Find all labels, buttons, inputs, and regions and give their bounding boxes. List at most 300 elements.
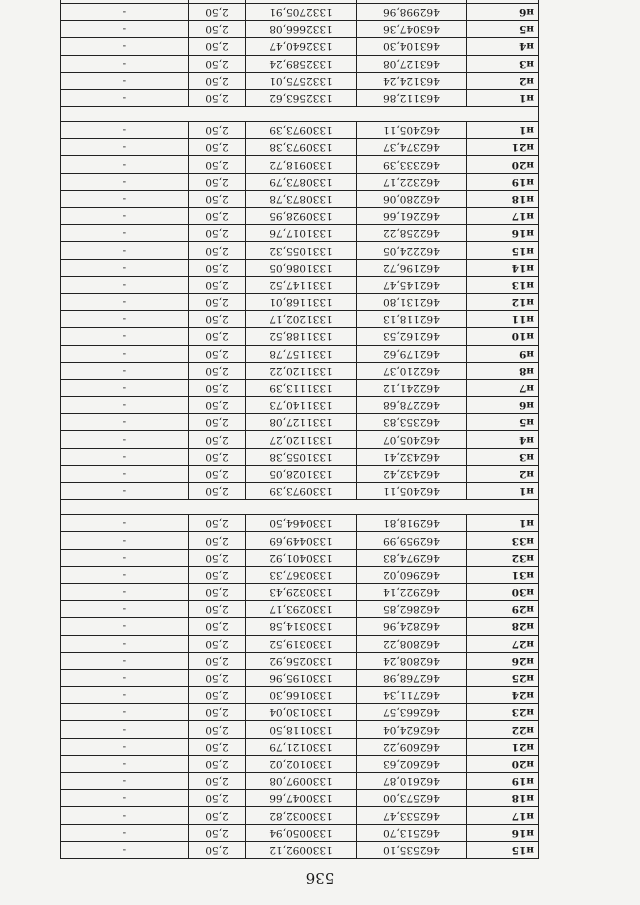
note-value: - — [61, 841, 189, 858]
accuracy-value: 2,50 — [188, 294, 246, 311]
table-row — [61, 601, 539, 618]
table-row — [61, 704, 539, 721]
point-name: н19 — [467, 773, 539, 790]
coord-x: 462959,99 — [356, 532, 466, 549]
note-value: - — [61, 549, 189, 566]
coord-x: 462768,98 — [356, 669, 466, 686]
coord-x: 463047,36 — [356, 21, 466, 38]
note-value: - — [61, 294, 189, 311]
coord-y: 1331113,39 — [246, 379, 356, 396]
coord-x: 462432,41 — [356, 448, 466, 465]
point-name: н17 — [467, 208, 539, 225]
coord-x: 462573,00 — [356, 790, 466, 807]
point-name: н28 — [467, 618, 539, 635]
coord-x: 462535,10 — [356, 841, 466, 858]
accuracy-value: 2,50 — [188, 483, 246, 500]
accuracy-value: 2,50 — [188, 824, 246, 841]
coord-y: 1330092,12 — [246, 841, 356, 858]
coord-y: 1331055,38 — [246, 448, 356, 465]
coord-x: 462432,42 — [356, 465, 466, 482]
coord-y: 1330973,39 — [246, 483, 356, 500]
coord-x: 462609,22 — [356, 738, 466, 755]
point-name: н17 — [467, 807, 539, 824]
point-name: н18 — [467, 190, 539, 207]
table-row — [61, 790, 539, 807]
table-row — [61, 156, 539, 173]
point-name: н1 — [467, 89, 539, 106]
note-value: - — [61, 362, 189, 379]
note-value: - — [61, 414, 189, 431]
coord-x: 462374,37 — [356, 139, 466, 156]
coord-x: 462405,11 — [356, 122, 466, 139]
accuracy-value: 2,50 — [188, 635, 246, 652]
point-name: н1 — [467, 515, 539, 532]
coord-x: 462196,72 — [356, 259, 466, 276]
accuracy-value: 2,50 — [188, 687, 246, 704]
note-value: - — [61, 807, 189, 824]
note-value: - — [61, 448, 189, 465]
coord-y — [246, 0, 356, 4]
point-name: н20 — [467, 156, 539, 173]
coordinates-table-body — [61, 0, 539, 859]
point-name: н3 — [467, 55, 539, 72]
note-value: - — [61, 738, 189, 755]
table-row — [61, 465, 539, 482]
point-name: н2 — [467, 72, 539, 89]
coord-x: 462624,04 — [356, 721, 466, 738]
coord-x: 462808,22 — [356, 635, 466, 652]
point-name: н15 — [467, 841, 539, 858]
point-name: н30 — [467, 584, 539, 601]
coord-x: 462960,02 — [356, 566, 466, 583]
table-row — [61, 294, 539, 311]
coord-y: 1330928,95 — [246, 208, 356, 225]
coord-y: 1330032,82 — [246, 807, 356, 824]
note-value: - — [61, 311, 189, 328]
point-name: н16 — [467, 824, 539, 841]
coord-y: 1331120,27 — [246, 431, 356, 448]
note-value: - — [61, 635, 189, 652]
note-value: - — [61, 431, 189, 448]
coord-x: 462405,07 — [356, 431, 466, 448]
table-row — [61, 276, 539, 293]
note-value: - — [61, 566, 189, 583]
accuracy-value: 2,50 — [188, 139, 246, 156]
accuracy-value: 2,50 — [188, 841, 246, 858]
coord-y: 1330329,43 — [246, 584, 356, 601]
table-row — [61, 139, 539, 156]
point-name: н26 — [467, 652, 539, 669]
table-row — [61, 483, 539, 500]
coord-y: 1330873,78 — [246, 190, 356, 207]
coord-x: 462118,13 — [356, 311, 466, 328]
table-row — [61, 824, 539, 841]
coord-x: 463104,30 — [356, 38, 466, 55]
table-row — [61, 755, 539, 772]
accuracy-value: 2,50 — [188, 21, 246, 38]
table-row — [61, 652, 539, 669]
accuracy-value: 2,50 — [188, 755, 246, 772]
accuracy-value: 2,50 — [188, 156, 246, 173]
coord-x: 462998,96 — [356, 4, 466, 21]
coord-x: 463124,24 — [356, 72, 466, 89]
accuracy-value: 2,50 — [188, 225, 246, 242]
accuracy-value: 2,50 — [188, 669, 246, 686]
point-name: н13 — [467, 276, 539, 293]
coord-y: 1330097,08 — [246, 773, 356, 790]
accuracy-value: 2,50 — [188, 773, 246, 790]
coordinates-table — [60, 0, 539, 859]
table-row — [61, 566, 539, 583]
table-row — [61, 0, 539, 4]
coord-x: 462241,12 — [356, 379, 466, 396]
note-value: - — [61, 755, 189, 772]
coord-y: 1331188,52 — [246, 328, 356, 345]
accuracy-value: 2,50 — [188, 4, 246, 21]
point-name — [467, 0, 539, 4]
coord-y: 1331028,05 — [246, 465, 356, 482]
table-row — [61, 259, 539, 276]
accuracy-value: 2,50 — [188, 259, 246, 276]
accuracy-value: 2,50 — [188, 345, 246, 362]
point-name: н15 — [467, 242, 539, 259]
point-name: н27 — [467, 635, 539, 652]
coord-x: 462333,39 — [356, 156, 466, 173]
note-value: - — [61, 72, 189, 89]
coord-y: 1332563,62 — [246, 89, 356, 106]
coord-y: 1330464,50 — [246, 515, 356, 532]
coord-x: 462405,11 — [356, 483, 466, 500]
accuracy-value: 2,50 — [188, 414, 246, 431]
table-row — [61, 328, 539, 345]
table-row — [61, 773, 539, 790]
accuracy-value: 2,50 — [188, 601, 246, 618]
accuracy-value: 2,50 — [188, 738, 246, 755]
point-name: н16 — [467, 225, 539, 242]
note-value: - — [61, 4, 189, 21]
note-value: - — [61, 156, 189, 173]
table-row — [61, 55, 539, 72]
note-value: - — [61, 465, 189, 482]
point-name: н4 — [467, 38, 539, 55]
accuracy-value: 2,50 — [188, 208, 246, 225]
table-row — [61, 225, 539, 242]
coord-x: 462353,83 — [356, 414, 466, 431]
note-value: - — [61, 721, 189, 738]
point-name: н6 — [467, 397, 539, 414]
table-row — [61, 584, 539, 601]
table-row — [61, 311, 539, 328]
coord-y: 1331120,22 — [246, 362, 356, 379]
group-separator-row — [61, 107, 539, 122]
coord-y: 1330102,02 — [246, 755, 356, 772]
accuracy-value: 2,50 — [188, 122, 246, 139]
table-row — [61, 669, 539, 686]
coord-x: 463112,86 — [356, 89, 466, 106]
coord-x: 462711,34 — [356, 687, 466, 704]
coord-y: 1331086,05 — [246, 259, 356, 276]
coord-x: 462513,70 — [356, 824, 466, 841]
point-name: н2 — [467, 465, 539, 482]
accuracy-value: 2,50 — [188, 242, 246, 259]
point-name: н22 — [467, 721, 539, 738]
accuracy-value: 2,50 — [188, 515, 246, 532]
point-name: н20 — [467, 755, 539, 772]
note-value: - — [61, 618, 189, 635]
accuracy-value — [188, 0, 246, 4]
coord-y: 1331202,17 — [246, 311, 356, 328]
accuracy-value: 2,50 — [188, 328, 246, 345]
note-value: - — [61, 345, 189, 362]
coord-y: 1332666,08 — [246, 21, 356, 38]
note-value: - — [61, 704, 189, 721]
point-name: н3 — [467, 448, 539, 465]
point-name: н4 — [467, 431, 539, 448]
note-value: - — [61, 397, 189, 414]
group-separator-cell — [61, 107, 539, 122]
table-row — [61, 362, 539, 379]
coord-y: 1330121,79 — [246, 738, 356, 755]
coord-x: 462131,80 — [356, 294, 466, 311]
point-name: н10 — [467, 328, 539, 345]
coord-x: 462922,14 — [356, 584, 466, 601]
coord-y: 1331140,73 — [246, 397, 356, 414]
note-value — [61, 0, 189, 4]
note-value: - — [61, 21, 189, 38]
coord-x: 462808,24 — [356, 652, 466, 669]
coord-y: 1330047,66 — [246, 790, 356, 807]
coord-y: 1332640,47 — [246, 38, 356, 55]
accuracy-value: 2,50 — [188, 618, 246, 635]
table-row — [61, 38, 539, 55]
accuracy-value: 2,50 — [188, 38, 246, 55]
point-name: н1 — [467, 122, 539, 139]
note-value: - — [61, 669, 189, 686]
point-name: н21 — [467, 738, 539, 755]
table-row — [61, 431, 539, 448]
coord-y: 1330314,58 — [246, 618, 356, 635]
table-row — [61, 841, 539, 858]
table-row — [61, 173, 539, 190]
coord-y: 1331055,32 — [246, 242, 356, 259]
table-row — [61, 89, 539, 106]
note-value: - — [61, 190, 189, 207]
point-name: н21 — [467, 139, 539, 156]
point-name: н5 — [467, 21, 539, 38]
point-name: н33 — [467, 532, 539, 549]
accuracy-value: 2,50 — [188, 397, 246, 414]
accuracy-value: 2,50 — [188, 807, 246, 824]
table-row — [61, 242, 539, 259]
note-value: - — [61, 55, 189, 72]
table-row — [61, 687, 539, 704]
table-row — [61, 4, 539, 21]
note-value: - — [61, 139, 189, 156]
coord-y: 1332575,01 — [246, 72, 356, 89]
coord-x: 462974,83 — [356, 549, 466, 566]
coord-x: 463127,08 — [356, 55, 466, 72]
table-row — [61, 208, 539, 225]
coord-y: 1330050,94 — [246, 824, 356, 841]
point-name: н18 — [467, 790, 539, 807]
accuracy-value: 2,50 — [188, 72, 246, 89]
coord-x: 462824,96 — [356, 618, 466, 635]
table-row — [61, 549, 539, 566]
coord-x: 462179,62 — [356, 345, 466, 362]
table-row — [61, 122, 539, 139]
table-row — [61, 21, 539, 38]
coord-y: 1331168,01 — [246, 294, 356, 311]
note-value: - — [61, 38, 189, 55]
note-value: - — [61, 173, 189, 190]
coord-y: 1331147,52 — [246, 276, 356, 293]
coord-y: 1330319,52 — [246, 635, 356, 652]
note-value: - — [61, 122, 189, 139]
accuracy-value: 2,50 — [188, 532, 246, 549]
coord-x: 462280,06 — [356, 190, 466, 207]
note-value: - — [61, 208, 189, 225]
coord-y: 1330973,38 — [246, 139, 356, 156]
note-value: - — [61, 601, 189, 618]
note-value: - — [61, 584, 189, 601]
table-row — [61, 448, 539, 465]
coord-y: 1330118,50 — [246, 721, 356, 738]
point-name: н1 — [467, 483, 539, 500]
table-row — [61, 738, 539, 755]
table-row — [61, 345, 539, 362]
table-row — [61, 397, 539, 414]
point-name: н24 — [467, 687, 539, 704]
coord-x: 462278,68 — [356, 397, 466, 414]
note-value: - — [61, 259, 189, 276]
accuracy-value: 2,50 — [188, 89, 246, 106]
table-row — [61, 618, 539, 635]
note-value: - — [61, 532, 189, 549]
table-row — [61, 414, 539, 431]
coord-x — [356, 0, 466, 4]
accuracy-value: 2,50 — [188, 311, 246, 328]
table-row — [61, 721, 539, 738]
table-row — [61, 635, 539, 652]
coord-y: 1330166,30 — [246, 687, 356, 704]
table-row — [61, 72, 539, 89]
table-row — [61, 190, 539, 207]
note-value: - — [61, 89, 189, 106]
point-name: н5 — [467, 414, 539, 431]
coord-y: 1331157,78 — [246, 345, 356, 362]
accuracy-value: 2,50 — [188, 549, 246, 566]
note-value: - — [61, 790, 189, 807]
table-row — [61, 532, 539, 549]
note-value: - — [61, 328, 189, 345]
table-row — [61, 379, 539, 396]
coord-y: 1331127,08 — [246, 414, 356, 431]
note-value: - — [61, 687, 189, 704]
coord-y: 1330973,39 — [246, 122, 356, 139]
note-value: - — [61, 652, 189, 669]
table-row — [61, 515, 539, 532]
accuracy-value: 2,50 — [188, 448, 246, 465]
coord-x: 462322,17 — [356, 173, 466, 190]
coord-x: 462602,63 — [356, 755, 466, 772]
coord-x: 462533,47 — [356, 807, 466, 824]
coord-x: 462210,37 — [356, 362, 466, 379]
note-value: - — [61, 483, 189, 500]
note-value: - — [61, 276, 189, 293]
accuracy-value: 2,50 — [188, 465, 246, 482]
accuracy-value: 2,50 — [188, 790, 246, 807]
point-name: н7 — [467, 379, 539, 396]
note-value: - — [61, 225, 189, 242]
point-name: н8 — [467, 362, 539, 379]
coord-x: 462261,66 — [356, 208, 466, 225]
point-name: н19 — [467, 173, 539, 190]
accuracy-value: 2,50 — [188, 379, 246, 396]
coord-x: 462610,87 — [356, 773, 466, 790]
coord-y: 1330256,92 — [246, 652, 356, 669]
coord-x: 462258,22 — [356, 225, 466, 242]
coord-x: 462145,47 — [356, 276, 466, 293]
point-name: н25 — [467, 669, 539, 686]
coord-x: 462918,81 — [356, 515, 466, 532]
note-value: - — [61, 824, 189, 841]
group-separator-cell — [61, 500, 539, 515]
coord-x: 462162,53 — [356, 328, 466, 345]
coord-y: 1330367,33 — [246, 566, 356, 583]
note-value: - — [61, 515, 189, 532]
coord-y: 1330401,92 — [246, 549, 356, 566]
point-name: н23 — [467, 704, 539, 721]
accuracy-value: 2,50 — [188, 173, 246, 190]
point-name: н11 — [467, 311, 539, 328]
coord-y: 1330918,72 — [246, 156, 356, 173]
note-value: - — [61, 242, 189, 259]
accuracy-value: 2,50 — [188, 55, 246, 72]
coord-y: 1331017,76 — [246, 225, 356, 242]
point-name: н12 — [467, 294, 539, 311]
point-name: н6 — [467, 4, 539, 21]
accuracy-value: 2,50 — [188, 584, 246, 601]
accuracy-value: 2,50 — [188, 704, 246, 721]
point-name: н14 — [467, 259, 539, 276]
coord-y: 1332589,24 — [246, 55, 356, 72]
accuracy-value: 2,50 — [188, 190, 246, 207]
accuracy-value: 2,50 — [188, 362, 246, 379]
accuracy-value: 2,50 — [188, 276, 246, 293]
point-name: н29 — [467, 601, 539, 618]
page-number: 536 — [305, 869, 335, 887]
coord-y: 1330195,96 — [246, 669, 356, 686]
coord-x: 462862,85 — [356, 601, 466, 618]
coord-y: 1330293,17 — [246, 601, 356, 618]
note-value: - — [61, 773, 189, 790]
point-name: н31 — [467, 566, 539, 583]
point-name: н9 — [467, 345, 539, 362]
point-name: н32 — [467, 549, 539, 566]
group-separator-row — [61, 500, 539, 515]
accuracy-value: 2,50 — [188, 721, 246, 738]
table-row — [61, 807, 539, 824]
accuracy-value: 2,50 — [188, 652, 246, 669]
accuracy-value: 2,50 — [188, 431, 246, 448]
accuracy-value: 2,50 — [188, 566, 246, 583]
note-value: - — [61, 379, 189, 396]
coord-y: 1332705,91 — [246, 4, 356, 21]
coord-y: 1330873,79 — [246, 173, 356, 190]
coord-x: 462224,05 — [356, 242, 466, 259]
coord-y: 1330449,69 — [246, 532, 356, 549]
coord-y: 1330130,04 — [246, 704, 356, 721]
